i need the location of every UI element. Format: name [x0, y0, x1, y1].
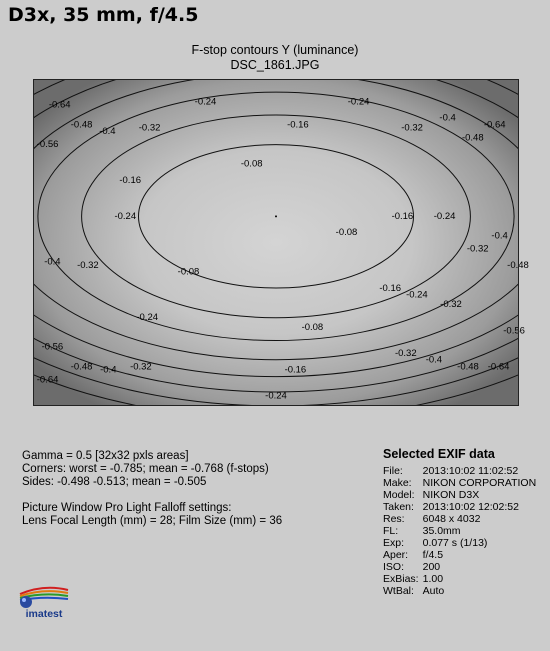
contour-label: -0.16	[119, 174, 142, 186]
exif-row	[383, 525, 536, 537]
exif-key: Aper:	[383, 549, 409, 561]
exif-row	[383, 561, 536, 573]
contour-label: -0.56	[503, 325, 525, 337]
contour-label: -0.4	[99, 125, 116, 137]
exif-key: Exp:	[383, 537, 405, 549]
exif-value: 200	[422, 561, 441, 573]
contour-label: -0.32	[466, 243, 489, 255]
contour-label: -0.24	[406, 289, 428, 301]
contour-label: -0.4	[44, 256, 61, 268]
pwp-heading: Picture Window Pro Light Falloff settings:	[22, 502, 232, 514]
exif-key: ExBias:	[383, 573, 419, 585]
exif-value: f/4.5	[422, 549, 444, 561]
exif-table	[383, 465, 536, 597]
exif-row	[383, 501, 536, 513]
exif-panel	[383, 447, 536, 597]
contour-label: -0.32	[401, 122, 423, 134]
page-title: D3x, 35 mm, f/4.5	[8, 4, 199, 26]
contour-label: -0.16	[287, 119, 309, 131]
contour-plot	[33, 79, 529, 406]
exif-key: ISO:	[383, 561, 405, 573]
contour-label: -0.48	[70, 361, 93, 373]
contour-label: -0.24	[136, 312, 159, 324]
exif-heading: Selected EXIF data	[383, 447, 495, 461]
contour-label: -0.32	[77, 259, 99, 271]
exif-row	[383, 513, 536, 525]
contour-label: -0.16	[391, 210, 414, 222]
exif-key: Res:	[383, 513, 405, 525]
pwp-values: Lens Focal Length (mm) = 28; Film Size (mm) = 36	[22, 515, 283, 527]
contour-label: -0.56	[41, 341, 64, 353]
exif-value: 35.0mm	[422, 525, 461, 537]
contour-label: -0.16	[379, 282, 402, 294]
contour-label: -0.08	[335, 227, 358, 239]
contour-label: -0.16	[284, 364, 307, 376]
sides-text: Sides: -0.498 -0.513; mean = -0.505	[22, 476, 207, 488]
contour-label: -0.08	[177, 266, 200, 278]
contour-label: -0.64	[487, 361, 510, 373]
contour-label: -0.08	[240, 158, 263, 170]
exif-value: 2013:10:02 12:02:52	[422, 501, 519, 513]
contour-label: -0.64	[483, 119, 506, 131]
logo-text: imatest	[25, 608, 63, 620]
stats-panel	[22, 450, 282, 528]
contour-label: -0.24	[347, 96, 370, 108]
contour-label: -0.4	[439, 112, 456, 124]
contour-label: -0.32	[440, 299, 462, 311]
contour-label: -0.64	[36, 374, 59, 386]
exif-value: NIKON D3X	[422, 489, 480, 501]
exif-value: 1.00	[422, 573, 444, 585]
contour-label: -0.4	[425, 354, 443, 366]
contour-label: -0.56	[36, 138, 59, 150]
exif-key: Model:	[383, 489, 415, 501]
exif-key: FL:	[383, 525, 399, 537]
contour-label: -0.48	[461, 132, 484, 144]
contour-label: -0.32	[130, 361, 152, 373]
contour-label: -0.64	[48, 99, 71, 111]
chart-title: F-stop contours Y (luminance)	[191, 43, 359, 57]
exif-row	[383, 465, 536, 477]
exif-key: Taken:	[383, 501, 414, 513]
exif-row	[383, 573, 536, 585]
chart-subtitle: DSC_1861.JPG	[230, 58, 320, 72]
exif-value: Auto	[422, 585, 445, 597]
exif-key: WtBal:	[383, 585, 414, 597]
exif-value: 0.077 s (1/13)	[422, 537, 488, 549]
exif-row	[383, 477, 536, 489]
exif-value: 2013:10:02 11:02:52	[422, 465, 519, 477]
exif-value: 6048 x 4032	[422, 513, 481, 525]
exif-row	[383, 537, 536, 549]
exif-key: File:	[383, 465, 403, 477]
contour-label: -0.48	[507, 259, 529, 271]
contour-label: -0.48	[70, 119, 93, 131]
contour-label: -0.32	[138, 122, 161, 134]
contour-label: -0.24	[194, 96, 217, 108]
logo-swoosh-icon	[18, 582, 70, 610]
gamma-text: Gamma = 0.5 [32x32 pxls areas]	[22, 450, 189, 462]
contour-label: -0.24	[433, 210, 456, 222]
imatest-logo	[18, 582, 70, 622]
contour-label: -0.32	[394, 348, 417, 360]
exif-row	[383, 585, 536, 597]
contour-label: -0.4	[100, 364, 117, 376]
contour-label: -0.4	[491, 230, 508, 242]
contour-label: -0.24	[265, 390, 287, 402]
exif-key: Make:	[383, 477, 412, 489]
exif-row	[383, 489, 536, 501]
exif-row	[383, 549, 536, 561]
contour-label: -0.48	[457, 361, 479, 373]
contour-label: -0.24	[114, 210, 137, 222]
exif-value: NIKON CORPORATION	[422, 477, 537, 489]
corners-text: Corners: worst = -0.785; mean = -0.768 (f-stops)	[22, 463, 269, 475]
contour-label: -0.08	[301, 322, 324, 334]
center-dot	[275, 215, 277, 217]
